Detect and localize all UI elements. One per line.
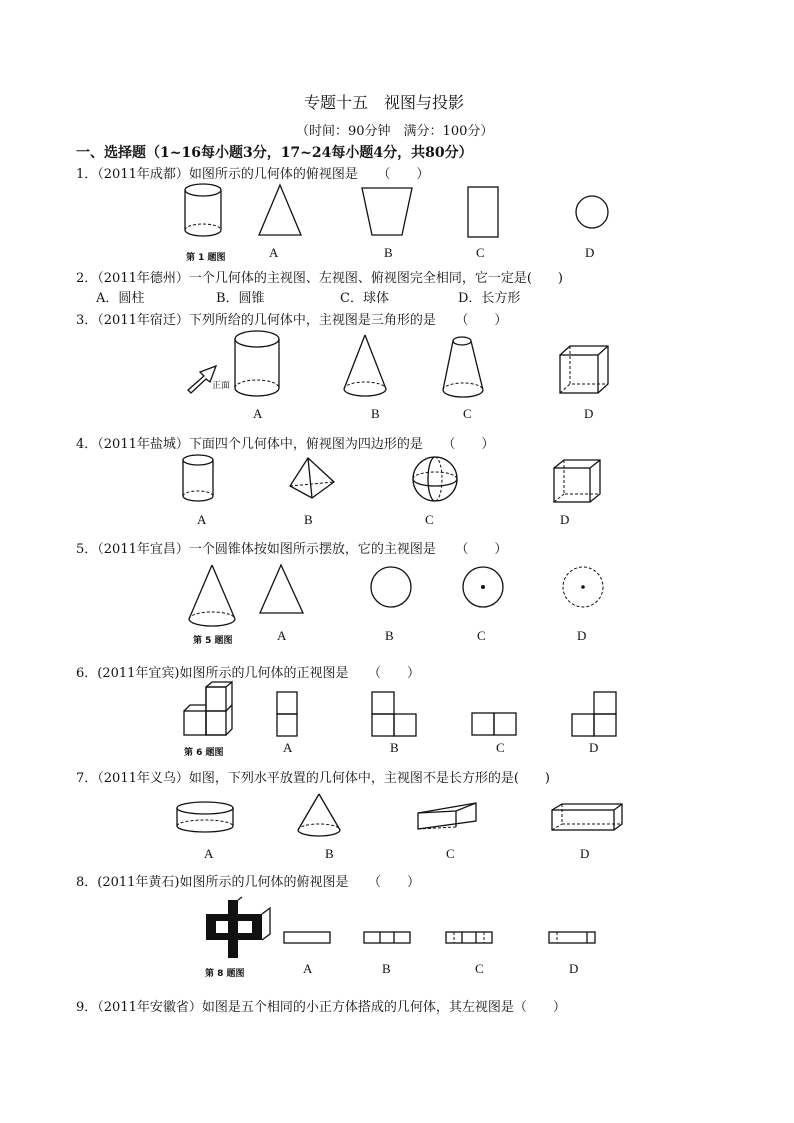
q3-label-d: D bbox=[584, 406, 594, 421]
question-9-text: 9．（2011年安徽省）如图是五个相同的小正方体搭成的几何体，其左视图是（ ） bbox=[76, 1000, 566, 1015]
q3-option-a-cylinder bbox=[233, 330, 285, 400]
q6-figure-blocks bbox=[182, 685, 238, 741]
q3-option-c-frustum bbox=[440, 334, 490, 404]
q1-option-a-triangle bbox=[256, 183, 306, 243]
question-8-text: 8．(2011年黄石)如图所示的几何体的俯视图是 （ ） bbox=[76, 875, 420, 890]
q1-figure-cylinder bbox=[183, 183, 223, 243]
q2-option-c: C．球体 bbox=[340, 291, 389, 306]
q4-label-b: B bbox=[304, 512, 313, 527]
q8-caption: 第 8 题图 bbox=[205, 969, 245, 979]
q8-label-c: C bbox=[475, 961, 484, 976]
q5-label-b: B bbox=[385, 628, 394, 643]
q4-option-c-sphere bbox=[411, 455, 463, 507]
q3-option-d-cube bbox=[558, 344, 614, 404]
q7-option-d-cuboid bbox=[550, 802, 626, 838]
q6-option-a bbox=[275, 690, 305, 740]
q7-label-b: B bbox=[325, 846, 334, 861]
q3-arrow-label: 正面 bbox=[212, 381, 231, 391]
q6-option-c bbox=[470, 711, 522, 741]
q2-option-b: B．圆锥 bbox=[216, 291, 265, 306]
page-subtitle: （时间：90分钟 满分：100分） bbox=[296, 124, 494, 139]
q1-caption: 第 1 题图 bbox=[186, 253, 226, 263]
q6-label-c: C bbox=[496, 740, 505, 755]
q1-label-a: A bbox=[269, 245, 279, 260]
q6-label-b: B bbox=[390, 740, 399, 755]
q2-option-d: D．长方形 bbox=[458, 291, 521, 306]
q1-option-c-rectangle bbox=[466, 185, 506, 241]
q4-option-a-cylinder bbox=[181, 454, 221, 510]
question-2-text: 2．（2011年德州）一个几何体的主视图、左视图、俯视图完全相同，它一定是( ) bbox=[76, 271, 563, 286]
q5-label-d: D bbox=[577, 628, 587, 643]
question-3-text: 3．（2011年宿迁）下列所给的几何体中，主视图是三角形的是 （ ） bbox=[76, 313, 508, 328]
q6-label-d: D bbox=[589, 740, 599, 755]
q1-option-d-circle bbox=[574, 194, 614, 234]
question-4-text: 4．（2011年盐城）下面四个几何体中，俯视图为四边形的是 （ ） bbox=[76, 437, 495, 452]
q6-option-d bbox=[570, 690, 622, 740]
q4-option-d-cube bbox=[552, 458, 608, 508]
q8-option-a bbox=[282, 930, 334, 950]
question-5-text: 5．（2011年宜昌）一个圆锥体按如图所示摆放，它的主视图是 （ ） bbox=[76, 542, 508, 557]
q7-option-b-cone bbox=[295, 792, 347, 844]
q8-figure-zhong-block bbox=[202, 900, 274, 962]
q5-option-a-triangle bbox=[257, 563, 309, 619]
q6-caption: 第 6 题图 bbox=[184, 748, 224, 758]
section-heading: 一、选择题（1~16每小题3分，17~24每小题4分，共80分） bbox=[76, 145, 473, 161]
q4-option-b-pyramid bbox=[288, 456, 340, 508]
q7-option-c-prism bbox=[416, 801, 482, 837]
q5-option-d-dashed-circle bbox=[561, 565, 609, 613]
q5-caption: 第 5 题图 bbox=[193, 636, 233, 646]
q4-label-a: A bbox=[197, 512, 207, 527]
q8-option-d bbox=[547, 930, 599, 950]
q3-option-b-cone bbox=[341, 333, 391, 403]
q8-option-c bbox=[444, 930, 496, 950]
q1-option-b-trapezoid bbox=[360, 185, 416, 241]
q2-option-a: A．圆柱 bbox=[96, 291, 145, 306]
q1-label-b: B bbox=[384, 245, 393, 260]
q5-option-b-circle bbox=[369, 565, 417, 613]
q8-option-b bbox=[362, 930, 414, 950]
q3-label-c: C bbox=[463, 406, 472, 421]
q3-label-b: B bbox=[371, 406, 380, 421]
q5-option-c-circle-dot bbox=[461, 565, 509, 613]
question-7-text: 7．（2011年义乌）如图，下列水平放置的几何体中，主视图不是长方形的是( ) bbox=[76, 771, 550, 786]
q1-label-d: D bbox=[585, 245, 595, 260]
question-1-text: 1．（2011年成都）如图所示的几何体的俯视图是 （ ） bbox=[76, 167, 430, 182]
q5-figure-cone bbox=[186, 563, 242, 633]
q4-label-c: C bbox=[425, 512, 434, 527]
q7-label-d: D bbox=[580, 846, 590, 861]
q5-label-c: C bbox=[477, 628, 486, 643]
q6-label-a: A bbox=[283, 740, 293, 755]
q8-label-a: A bbox=[303, 961, 313, 976]
question-6-text: 6．(2011年宜宾)如图所示的几何体的正视图是 （ ） bbox=[76, 666, 420, 681]
q4-label-d: D bbox=[560, 512, 570, 527]
q3-label-a: A bbox=[253, 406, 263, 421]
q8-label-d: D bbox=[569, 961, 579, 976]
q6-option-b bbox=[370, 690, 422, 740]
q1-label-c: C bbox=[476, 245, 485, 260]
page-title: 专题十五 视图与投影 bbox=[304, 93, 465, 112]
q5-label-a: A bbox=[277, 628, 287, 643]
q8-label-b: B bbox=[382, 961, 391, 976]
q7-label-a: A bbox=[204, 846, 214, 861]
q7-label-c: C bbox=[446, 846, 455, 861]
q7-option-a-short-cylinder bbox=[175, 800, 239, 844]
